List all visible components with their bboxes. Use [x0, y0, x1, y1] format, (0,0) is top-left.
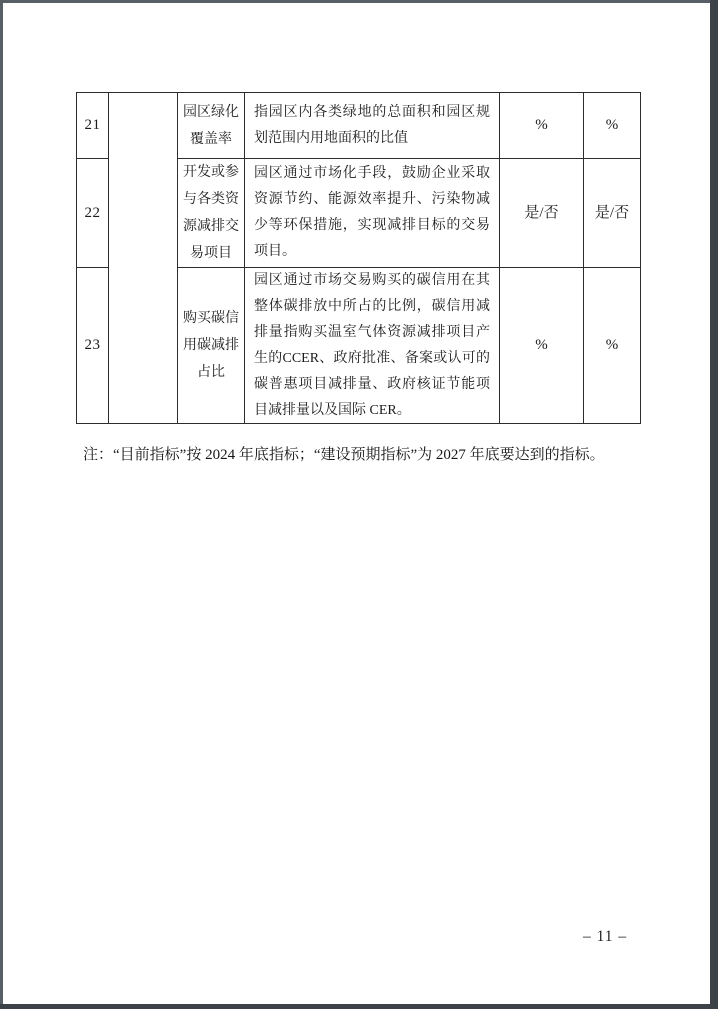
cell-expected-unit-22: 是/否	[584, 159, 640, 268]
definition-text-23: 园区通过市场交易购买的碳信用在其整体碳排放中所占的比例，碳信用减排量指购买温室气体资源减排项目产生的CCER、政府批准、备案或认可的碳普惠项目减排量、政府核证节能项目减排量以及国际 CER。	[254, 272, 490, 418]
cell-definition-22	[245, 159, 500, 268]
cell-current-unit-21: %	[500, 93, 584, 159]
cell-indicator-name-21: 园区绿化覆盖率	[178, 93, 245, 159]
cell-row-number-21: 21	[77, 93, 109, 159]
cell-category-merged	[109, 93, 178, 423]
definition-text-22: 园区通过市场化手段，鼓励企业采取资源节约、能源效率提升、污染物减少等环保措施，实现减排目标的交易项目。	[254, 166, 490, 259]
cell-definition-21	[245, 93, 500, 159]
indicator-table	[76, 92, 641, 424]
cell-definition-23	[245, 268, 500, 423]
footnote: 注：“目前指标”按 2024 年底指标；“建设预期指标”为 2027 年底要达到的指标。	[83, 447, 605, 463]
cell-current-unit-22: 是/否	[500, 159, 584, 268]
cell-row-number-23: 23	[77, 268, 109, 423]
page-edge-top	[0, 0, 718, 3]
cell-expected-unit-23: %	[605, 337, 619, 353]
cell-current-unit-23: %	[500, 268, 584, 423]
page-edge-bottom	[0, 1004, 718, 1009]
page-edge-left	[0, 0, 3, 1009]
definition-text-21: 指园区内各类绿地的总面积和园区规划范围内用地面积的比值	[254, 104, 490, 146]
cell-row-number-22: 22	[77, 159, 109, 268]
cell-indicator-name-23: 购买碳信用碳减排占比	[178, 268, 245, 423]
page-number: – 11 –	[583, 928, 628, 945]
cell-indicator-name-22: 开发或参与各类资源减排交易项目	[178, 159, 245, 268]
page-edge-right	[710, 0, 718, 1009]
cell-expected-unit-21: %	[584, 93, 640, 159]
